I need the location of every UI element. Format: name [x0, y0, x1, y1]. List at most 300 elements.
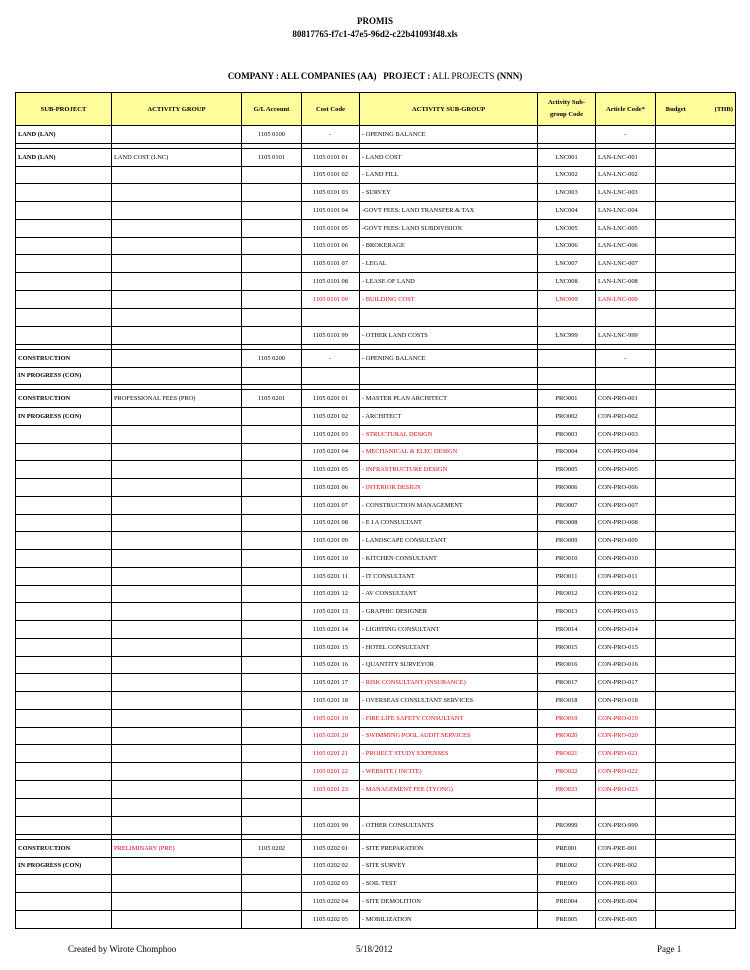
cell-budget	[656, 656, 696, 674]
cell-cost-code: 1105 0201 01	[302, 390, 360, 408]
cell-cost-code: 1105 0201 12	[302, 585, 360, 603]
cell-article-code: CON-PRE-002	[596, 857, 656, 875]
cell-cost-code: 1105 0201 03	[302, 425, 360, 443]
cell-article-code: CON-PRE-003	[596, 875, 656, 893]
table-row	[16, 763, 736, 781]
cell-currency	[696, 857, 736, 875]
cell-sub-group-code: LNC006	[538, 237, 596, 255]
cell-budget	[656, 425, 696, 443]
cell-currency	[696, 390, 736, 408]
cell-activity-sub-group: - LANDSCAPE CONSULTANT	[360, 532, 538, 550]
cell-currency	[696, 763, 736, 781]
cell-sub-project	[16, 550, 112, 568]
cell-budget	[656, 255, 696, 273]
cell-sub-group-code: LNC002	[538, 166, 596, 184]
cell-activity-group: PRELIMINARY (PRE)	[112, 839, 242, 857]
col-header-sub-project: SUB-PROJECT	[16, 93, 112, 126]
cell-cost-code: 1105 0202 04	[302, 893, 360, 911]
cell-sub-group-code: LNC003	[538, 184, 596, 202]
cell-activity-group	[112, 425, 242, 443]
cell-sub-project	[16, 479, 112, 497]
cell-sub-group-code: PRO006	[538, 479, 596, 497]
cell-activity-sub-group: - OPENING BALANCE	[360, 349, 538, 367]
table-row	[16, 621, 736, 639]
cell-budget	[656, 390, 696, 408]
cell-budget	[656, 585, 696, 603]
cell-currency	[696, 727, 736, 745]
cell-budget	[656, 461, 696, 479]
cell-sub-group-code: PRO012	[538, 585, 596, 603]
cell-cost-code: 1105 0101 06	[302, 237, 360, 255]
cell-activity-group	[112, 893, 242, 911]
cell-budget	[656, 745, 696, 763]
cell-article-code: LAN-LNC-008	[596, 273, 656, 291]
cell-sub-project	[16, 290, 112, 308]
cell-cost-code: 1105 0201 21	[302, 745, 360, 763]
cell-sub-project: CONSTRUCTION	[16, 839, 112, 857]
cell-currency	[696, 621, 736, 639]
cell-currency	[696, 202, 736, 220]
cell-sub-group-code: PRO020	[538, 727, 596, 745]
cell-sub-group-code	[538, 367, 596, 385]
cell-gl-account	[242, 514, 302, 532]
project-code: (NNN)	[496, 71, 523, 81]
cell-cost-code: -	[302, 349, 360, 367]
cell-cost-code: 1105 0202 02	[302, 857, 360, 875]
cell-gl-account: 1105 0100	[242, 126, 302, 144]
table-row	[16, 709, 736, 727]
cell-currency	[696, 514, 736, 532]
cell-sub-group-code: PRO005	[538, 461, 596, 479]
cell-article-code: CON-PRO-017	[596, 674, 656, 692]
cell-sub-project	[16, 763, 112, 781]
cell-budget	[656, 910, 696, 928]
cell-gl-account	[242, 910, 302, 928]
cell-currency	[696, 273, 736, 291]
cell-activity-sub-group: - SITE DEMOLITION	[360, 893, 538, 911]
cell-gl-account	[242, 327, 302, 345]
cell-budget	[656, 327, 696, 345]
cell-sub-project: LAND (LAN)	[16, 126, 112, 144]
cell-currency	[696, 219, 736, 237]
cell-budget	[656, 479, 696, 497]
cell-article-code: LAN-LNC-999	[596, 327, 656, 345]
cell-currency	[696, 126, 736, 144]
cell-sub-group-code: PRO008	[538, 514, 596, 532]
cell-article-code: CON-PRO-016	[596, 656, 656, 674]
col-header-activity-sub-group: ACTIVITY SUB-GROUP	[360, 93, 538, 126]
cell-sub-project	[16, 817, 112, 835]
cell-budget	[656, 780, 696, 798]
cell-currency	[696, 255, 736, 273]
cell-cost-code: 1105 0201 09	[302, 532, 360, 550]
cell-gl-account	[242, 166, 302, 184]
cell-currency	[696, 709, 736, 727]
cell-article-code: CON-PRO-010	[596, 550, 656, 568]
footer-page: Page 1	[657, 944, 682, 954]
cell-gl-account	[242, 202, 302, 220]
cell-sub-project	[16, 567, 112, 585]
table-row	[16, 910, 736, 928]
cell-activity-sub-group: -GOVT FEES: LAND TRANSFER & TAX	[360, 202, 538, 220]
cell-gl-account	[242, 745, 302, 763]
table-row	[16, 727, 736, 745]
cell-activity-group	[112, 674, 242, 692]
cell-activity-group	[112, 479, 242, 497]
cell-gl-account	[242, 443, 302, 461]
cell-budget	[656, 408, 696, 426]
cell-sub-project	[16, 255, 112, 273]
cell-cost-code: 1105 0101 01	[302, 148, 360, 166]
col-header-article-code: Article Code*	[596, 93, 656, 126]
cell-budget	[656, 603, 696, 621]
cell-activity-group	[112, 550, 242, 568]
cell-gl-account	[242, 817, 302, 835]
table-row	[16, 780, 736, 798]
cell-sub-group-code: LNC008	[538, 273, 596, 291]
table-row	[16, 390, 736, 408]
cell-activity-sub-group: - LEGAL	[360, 255, 538, 273]
cell-article-code: CON-PRO-005	[596, 461, 656, 479]
cell-currency	[696, 237, 736, 255]
cell-activity-sub-group: - SWIMMING POOL AUDIT SERVICES	[360, 727, 538, 745]
table-row	[16, 290, 736, 308]
cell-gl-account: 1105 0201	[242, 390, 302, 408]
col-header-gl-account: G/L Account	[242, 93, 302, 126]
col-header-budget: Budget	[656, 93, 696, 126]
table-row	[16, 745, 736, 763]
cell-article-code: CON-PRO-021	[596, 745, 656, 763]
cell-article-code: CON-PRO-008	[596, 514, 656, 532]
cell-gl-account	[242, 532, 302, 550]
cell-article-code: LAN-LNC-005	[596, 219, 656, 237]
table-row	[16, 148, 736, 166]
cell-gl-account	[242, 237, 302, 255]
company-label: COMPANY : ALL COMPANIES (AA)	[227, 71, 377, 81]
cell-sub-project	[16, 425, 112, 443]
cell-currency	[696, 603, 736, 621]
cell-article-code: CON-PRO-014	[596, 621, 656, 639]
table-row	[16, 184, 736, 202]
cell-activity-sub-group: - MECHANICAL & ELEC DESIGN	[360, 443, 538, 461]
cell-budget	[656, 273, 696, 291]
table-row	[16, 166, 736, 184]
cell-sub-project: IN PROGRESS (CON)	[16, 408, 112, 426]
cell-cost-code: 1105 0201 15	[302, 638, 360, 656]
cell-gl-account	[242, 857, 302, 875]
cell-activity-sub-group: - RISK CONSULTANT (INSURANCE)	[360, 674, 538, 692]
cell-activity-group	[112, 763, 242, 781]
table-row	[16, 674, 736, 692]
cell-cost-code: 1105 0202 05	[302, 910, 360, 928]
cell-activity-group	[112, 219, 242, 237]
table-row	[16, 893, 736, 911]
cell-gl-account	[242, 273, 302, 291]
cell-activity-sub-group: - STRUCTURAL DESIGN	[360, 425, 538, 443]
cell-gl-account	[242, 893, 302, 911]
cell-sub-group-code: PRO999	[538, 817, 596, 835]
table-row	[16, 425, 736, 443]
cell-sub-project	[16, 461, 112, 479]
cell-sub-project	[16, 692, 112, 710]
cell-activity-sub-group: - SOIL TEST	[360, 875, 538, 893]
cell-sub-group-code: LNC001	[538, 148, 596, 166]
cell-budget	[656, 709, 696, 727]
col-header-activity-group: ACTIVITY GROUP	[112, 93, 242, 126]
cell-activity-sub-group: - LIGHTING CONSULTANT	[360, 621, 538, 639]
cell-activity-group	[112, 567, 242, 585]
cell-gl-account	[242, 875, 302, 893]
cell-cost-code: 1105 0101 07	[302, 255, 360, 273]
cell-activity-group	[112, 290, 242, 308]
cell-gl-account: 1105 0200	[242, 349, 302, 367]
cell-activity-group	[112, 496, 242, 514]
cell-sub-group-code: LNC999	[538, 327, 596, 345]
cell-sub-group-code: LNC007	[538, 255, 596, 273]
cell-activity-sub-group: - OPENING BALANCE	[360, 126, 538, 144]
cell-gl-account	[242, 567, 302, 585]
cell-sub-group-code: PRO007	[538, 496, 596, 514]
cell-article-code: CON-PRE-004	[596, 893, 656, 911]
cell-budget	[656, 126, 696, 144]
table-row	[16, 219, 736, 237]
cell-cost-code: 1105 0201 08	[302, 514, 360, 532]
cell-activity-sub-group: - KITCHEN CONSULTANT	[360, 550, 538, 568]
table-row	[16, 126, 736, 144]
cell-sub-project	[16, 674, 112, 692]
cell-article-code: CON-PRO-015	[596, 638, 656, 656]
cell-budget	[656, 567, 696, 585]
cell-activity-sub-group: - GRAPHIC DESIGNER	[360, 603, 538, 621]
cell-sub-project	[16, 327, 112, 345]
table-row	[16, 273, 736, 291]
cell-gl-account	[242, 621, 302, 639]
cell-currency	[696, 425, 736, 443]
cell-budget	[656, 514, 696, 532]
cell-activity-group	[112, 126, 242, 144]
cell-article-code: CON-PRO-022	[596, 763, 656, 781]
cell-budget	[656, 621, 696, 639]
cell-activity-sub-group: - INFRASTRUCTURE DESIGN	[360, 461, 538, 479]
col-header-sub-group-code: Activity Sub-group Code	[538, 93, 596, 126]
cell-activity-group	[112, 443, 242, 461]
cell-activity-group	[112, 532, 242, 550]
cell-gl-account	[242, 184, 302, 202]
cell-sub-project	[16, 656, 112, 674]
cell-sub-project: CONSTRUCTION	[16, 349, 112, 367]
cell-gl-account	[242, 656, 302, 674]
cell-currency	[696, 166, 736, 184]
cell-sub-group-code: PRO001	[538, 390, 596, 408]
cell-budget	[656, 219, 696, 237]
cell-budget	[656, 202, 696, 220]
cell-sub-group-code: PRO016	[538, 656, 596, 674]
cell-currency	[696, 148, 736, 166]
cell-article-code: LAN-LNC-004	[596, 202, 656, 220]
cell-sub-project	[16, 621, 112, 639]
cell-currency	[696, 290, 736, 308]
cell-activity-group	[112, 273, 242, 291]
cell-sub-group-code: PRE002	[538, 857, 596, 875]
cell-cost-code: 1105 0101 08	[302, 273, 360, 291]
cell-gl-account	[242, 496, 302, 514]
cell-sub-group-code: LNC004	[538, 202, 596, 220]
cell-gl-account	[242, 727, 302, 745]
cell-gl-account	[242, 367, 302, 385]
cell-activity-sub-group: - QUANTITY SURVEYOR	[360, 656, 538, 674]
cell-sub-group-code: PRO010	[538, 550, 596, 568]
table-row	[16, 237, 736, 255]
table-row	[16, 638, 736, 656]
cell-activity-group	[112, 255, 242, 273]
cell-activity-group: PROFESSIONAL FEES (PRO)	[112, 390, 242, 408]
cell-activity-sub-group: - LEASE OF LAND	[360, 273, 538, 291]
cell-budget	[656, 367, 696, 385]
cell-currency	[696, 817, 736, 835]
cell-article-code: LAN-LNC-009	[596, 290, 656, 308]
cell-activity-sub-group: - AV CONSULTANT	[360, 585, 538, 603]
cell-currency	[696, 893, 736, 911]
cell-gl-account	[242, 255, 302, 273]
cell-currency	[696, 408, 736, 426]
cell-article-code: CON-PRO-001	[596, 390, 656, 408]
cell-sub-project: LAND (LAN)	[16, 148, 112, 166]
cell-activity-sub-group: - OVERSEAS CONSULTANT SERVICES	[360, 692, 538, 710]
cell-gl-account	[242, 219, 302, 237]
cell-sub-project	[16, 514, 112, 532]
cell-activity-sub-group: - SURVEY	[360, 184, 538, 202]
cell-currency	[696, 327, 736, 345]
cell-sub-project: IN PROGRESS (CON)	[16, 857, 112, 875]
cell-activity-sub-group: - IT CONSULTANT	[360, 567, 538, 585]
cell-cost-code: 1105 0201 11	[302, 567, 360, 585]
cell-article-code: CON-PRO-018	[596, 692, 656, 710]
cell-budget	[656, 532, 696, 550]
cell-cost-code: 1105 0201 05	[302, 461, 360, 479]
table-row	[16, 875, 736, 893]
cell-article-code: CON-PRO-011	[596, 567, 656, 585]
table-row	[16, 479, 736, 497]
cell-budget	[656, 875, 696, 893]
cell-article-code: CON-PRO-004	[596, 443, 656, 461]
cell-activity-group	[112, 692, 242, 710]
cell-activity-group	[112, 745, 242, 763]
cell-budget	[656, 817, 696, 835]
cell-article-code: LAN-LNC-001	[596, 148, 656, 166]
cell-activity-group	[112, 817, 242, 835]
cell-currency	[696, 910, 736, 928]
table-row	[16, 857, 736, 875]
cell-currency	[696, 532, 736, 550]
cell-gl-account	[242, 780, 302, 798]
cell-article-code: CON-PRO-013	[596, 603, 656, 621]
cell-currency	[696, 367, 736, 385]
cell-cost-code: 1105 0101 09	[302, 290, 360, 308]
cell-sub-group-code	[538, 349, 596, 367]
cell-sub-project: IN PROGRESS (CON)	[16, 367, 112, 385]
cell-activity-group	[112, 780, 242, 798]
table-row	[16, 656, 736, 674]
cell-gl-account	[242, 585, 302, 603]
footer-date: 5/18/2012	[356, 944, 393, 954]
cell-sub-project	[16, 496, 112, 514]
cell-gl-account	[242, 763, 302, 781]
cell-activity-group	[112, 514, 242, 532]
cell-sub-group-code: LNC009	[538, 290, 596, 308]
table-row	[16, 327, 736, 345]
cell-sub-group-code: PRE003	[538, 875, 596, 893]
cell-activity-sub-group: - LAND FILL	[360, 166, 538, 184]
table-row	[16, 514, 736, 532]
cell-article-code: CON-PRO-003	[596, 425, 656, 443]
cell-budget	[656, 550, 696, 568]
cell-budget	[656, 692, 696, 710]
table-row	[16, 408, 736, 426]
cell-activity-group	[112, 857, 242, 875]
footer-created-by: Created by Wirote Chomphoo	[68, 944, 177, 954]
cell-sub-project	[16, 910, 112, 928]
cell-cost-code: 1105 0201 22	[302, 763, 360, 781]
cell-gl-account	[242, 550, 302, 568]
cell-activity-group	[112, 656, 242, 674]
cell-sub-group-code: PRO018	[538, 692, 596, 710]
table-row	[16, 839, 736, 857]
cell-activity-group	[112, 367, 242, 385]
cell-gl-account	[242, 479, 302, 497]
cell-cost-code: 1105 0201 06	[302, 479, 360, 497]
cell-activity-group	[112, 184, 242, 202]
cell-activity-group	[112, 585, 242, 603]
cell-currency	[696, 656, 736, 674]
cell-sub-project	[16, 532, 112, 550]
cell-activity-group	[112, 875, 242, 893]
cell-gl-account	[242, 425, 302, 443]
table-row	[16, 255, 736, 273]
cell-article-code: CON-PRO-006	[596, 479, 656, 497]
cell-activity-group	[112, 727, 242, 745]
cell-sub-project	[16, 443, 112, 461]
cell-cost-code: 1105 0101 02	[302, 166, 360, 184]
cell-activity-group	[112, 603, 242, 621]
cell-activity-group	[112, 166, 242, 184]
cell-budget	[656, 148, 696, 166]
cell-budget	[656, 166, 696, 184]
project-value: ALL PROJECTS	[432, 71, 495, 81]
document-title: PROMIS	[357, 16, 393, 26]
cell-activity-sub-group: - BUILDING COST	[360, 290, 538, 308]
cell-currency	[696, 638, 736, 656]
cell-article-code: LAN-LNC-003	[596, 184, 656, 202]
cell-article-code: -	[596, 349, 656, 367]
cell-activity-sub-group: - LAND COST	[360, 148, 538, 166]
cell-budget	[656, 893, 696, 911]
cell-activity-sub-group: - SITE SURVEY	[360, 857, 538, 875]
cell-sub-project	[16, 638, 112, 656]
cell-activity-sub-group: - WEBSITE ( INCITE)	[360, 763, 538, 781]
cell-currency	[696, 461, 736, 479]
cell-article-code: LAN-LNC-006	[596, 237, 656, 255]
cell-gl-account	[242, 461, 302, 479]
cell-currency	[696, 479, 736, 497]
cell-article-code: CON-PRE-001	[596, 839, 656, 857]
cell-activity-sub-group: -GOVT FEES: LAND SUBDIVISION	[360, 219, 538, 237]
cell-activity-group	[112, 327, 242, 345]
cell-sub-group-code: PRE005	[538, 910, 596, 928]
cell-cost-code: 1105 0201 14	[302, 621, 360, 639]
cell-budget	[656, 674, 696, 692]
cell-sub-group-code: PRO021	[538, 745, 596, 763]
cell-activity-sub-group: - CONSTRUCTION MANAGEMENT	[360, 496, 538, 514]
